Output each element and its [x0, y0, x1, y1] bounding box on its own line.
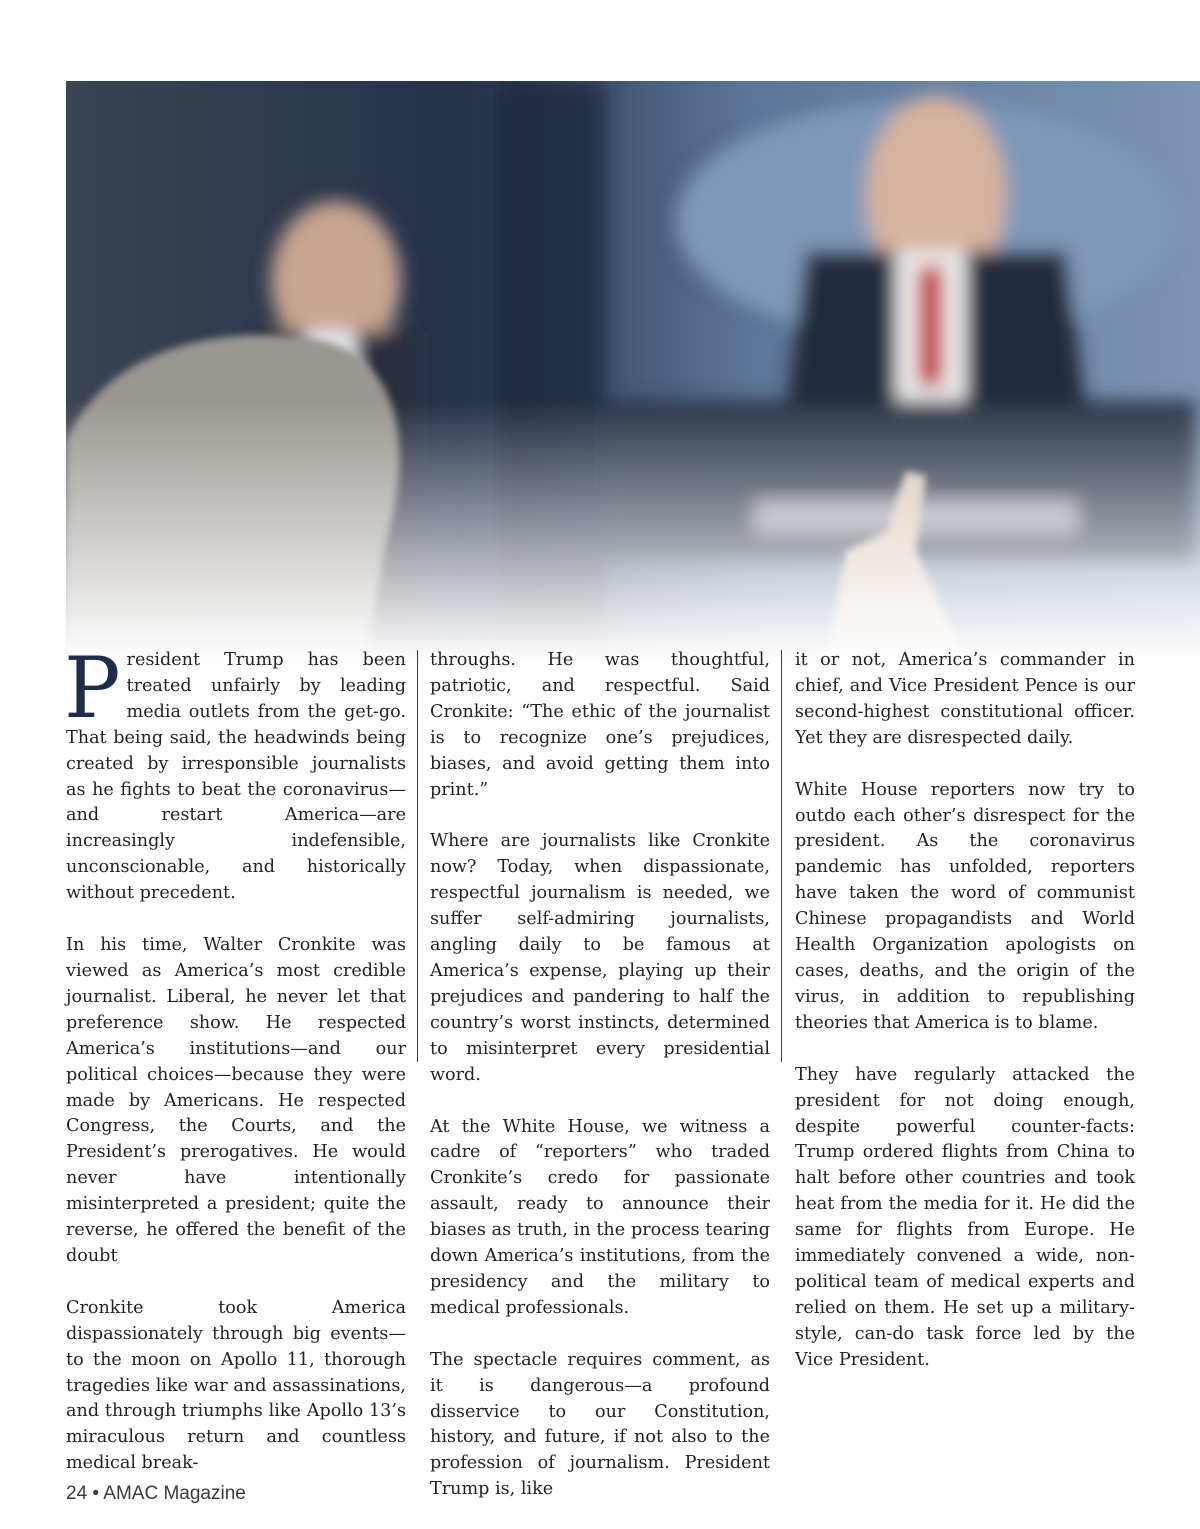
paragraph: White House reporters now try to outdo each other’s disrespect for the president. As the coronavirus pandemic has unfolded, reporters have taken the word of communist Chinese propagandists and World Health Organization apologists on cases, deaths, and the origin of the virus, in addition to republishing theories that America is to blame.	[795, 779, 1135, 1033]
paragraph: Cronkite took America dispassionately through big events—to the moon on Apollo 11, thorough tragedies like war and assassinations, and through triumphs like Apollo 13’s miraculous return and countless medical break-	[66, 1297, 406, 1474]
photo-illustration	[66, 81, 1200, 660]
article-column-2	[430, 648, 770, 1529]
paragraph: throughs. He was thoughtful, patriotic, and respectful. Said Cronkite: “The ethic of the journalist is to recognize one’s prejudices, biases, and avoid getting them into print.”	[430, 650, 770, 800]
paragraph: In his time, Walter Cronkite was viewed as America’s most credible journalist. Liberal, he never let that preference show. He respected America’s institutions—and our political choices—because they were made by Americans. He respected Congress, the Courts, and the President’s prerogatives. He would never have intentionally misinterpreted a president; quite the reverse, he offered the benefit of the doubt	[66, 935, 406, 1266]
paragraph-text: resident Trump has been treated unfairly by leading media outlets from the get-go. That being said, the headwinds being created by irresponsible journalists as he fights to beat the coronavirus—and restart America—are increasingly indefensible, unconscionable, and historically without precedent.	[66, 650, 406, 904]
column-divider	[417, 650, 418, 1062]
paragraph: At the White House, we witness a cadre of “reporters” who traded Cronkite’s credo for passionate assault, ready to announce their biases as truth, in the process tearing down America’s institutions, from the presidency and the military to medical professionals.	[430, 1116, 770, 1318]
press-briefing-photo	[66, 81, 1200, 660]
paragraph: Where are journalists like Cronkite now? Today, when dispassionate, respectful journalism is needed, we suffer self-admiring journalists, angling daily to be famous at America’s expense, playing up their prejudices and pandering to half the country’s worst instincts, determined to misinterpret every presidential word.	[430, 831, 770, 1085]
paragraph: They have regularly attacked the president for not doing enough, despite powerful counter-facts: Trump ordered flights from China to halt before other countries and took heat from the media for it. He did the same for flights from Europe. He immediately convened a wide, non-political team of medical experts and relied on them. He set up a military-style, can-do task force led by the Vice President.	[795, 1064, 1135, 1370]
paragraph: The spectacle requires comment, as it is dangerous—a profound disservice to our Constitution, history, and future, if not also to the profession of journalism. President Trump is, like	[430, 1349, 770, 1500]
column-divider	[781, 650, 782, 1062]
article-column-3	[795, 648, 1135, 1400]
article-column-1	[64, 639, 406, 1503]
paragraph: it or not, America’s commander in chief, and Vice President Pence is our second-highest constitutional officer. Yet they are disrespected daily.	[795, 650, 1135, 748]
page-footer: 24 • AMAC Magazine	[66, 1483, 246, 1504]
paragraph	[64, 639, 406, 907]
drop-cap: P	[64, 639, 121, 737]
